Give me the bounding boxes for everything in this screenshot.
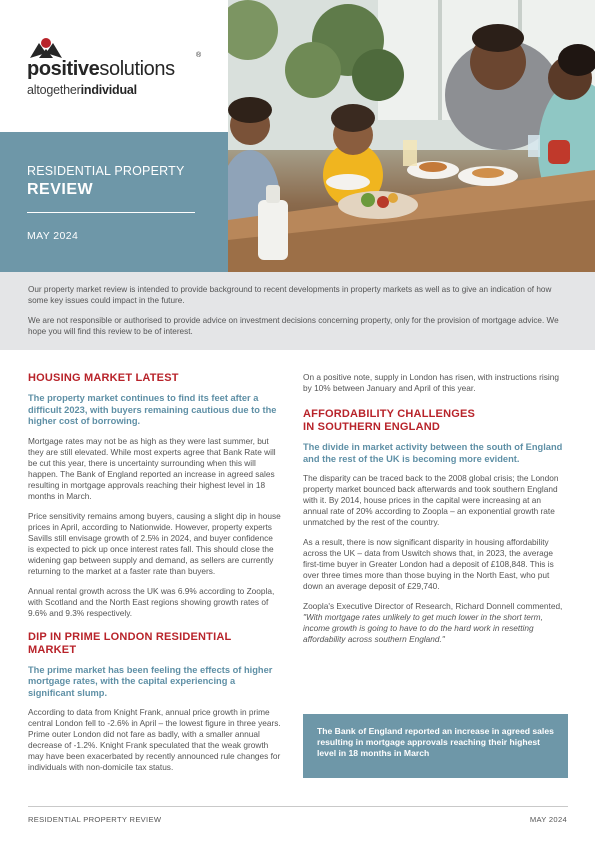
footer-divider	[28, 806, 568, 807]
section-lead: The divide in market activity between the south of England and the rest of the UK is becoming more evident.	[303, 442, 563, 464]
footer-publication-title: RESIDENTIAL PROPERTY REVIEW	[28, 815, 162, 824]
intro-paragraph-2: We are not responsible or authorised to provide advice on investment decisions concerning property, only for the provision of mortgage advice. We hope you will find this review to be of interest.	[28, 316, 559, 336]
section-heading: DIP IN PRIME LONDON RESIDENTIAL MARKET	[28, 630, 232, 656]
title-line-2: REVIEW	[27, 181, 94, 198]
intro-disclaimer	[0, 272, 595, 350]
body-paragraph: Price sensitivity remains among buyers, causing a slight dip in house prices in April, according to Nationwide. However, property experts Savills still envisage growth of 2.5% in 2024, and buyer confidence is expected to pick up once interest rates fall. This should close the widening gap between supply and demand, as sellers are currently returning to the market at a faster rate than buyers.	[28, 510, 281, 576]
body-paragraph: Mortgage rates may not be as high as they were last summer, but they are still elevated. While most experts agree that Bank Rate will be cut this year, there is uncertainty surrounding when this will happen. The Bank of England reported an increase in agreed sales resulting in mortgage approvals reaching their highest level in 18 months in March.	[28, 435, 276, 501]
footer-date: MAY 2024	[529, 815, 567, 824]
section-affordability	[303, 408, 568, 645]
body-paragraph: As a result, there is now significant disparity in housing affordability across the UK – data from Uswitch shows that, in 2023, the average first-time buyer in Greater London had a deposit of £108,848. This is over three times more than those buying in the North East, who put down an average deposit of £29,740.	[303, 537, 554, 591]
title-line-1: RESIDENTIAL PROPERTY	[27, 164, 185, 178]
family-dining-photo	[228, 0, 595, 272]
intro-paragraph-1: Our property market review is intended to provide background to recent developments in property markets as well as to give an indication of how some key issues could impact in the future.	[28, 285, 552, 305]
logo-tagline: altogetherindividual	[27, 83, 137, 97]
body-paragraph: Annual rental growth across the UK was 6.9% according to Zoopla, with Scotland and the North East regions showing growth rates of 9.6% and 9.3% respectively.	[28, 585, 275, 618]
body-paragraph: On a positive note, supply in London has risen, with instructions rising by 10% between January and April of this year.	[303, 372, 559, 393]
issue-date: MAY 2024	[27, 230, 79, 242]
body-paragraph: The disparity can be traced back to the 2008 global crisis; the London property market bounced back afterwards and took southern England with it. By 2014, house prices in the capital were increasing at an annual rate of 20% according to Zoopla – an exponential growth rate unmatched by the rest of the country.	[303, 473, 559, 527]
section-housing-market	[28, 372, 281, 619]
pull-quote-callout: The Bank of England reported an increase in agreed sales resulting in mortgage approvals reaching their highest level in 18 months in March	[303, 714, 568, 778]
section-lead: The property market continues to find its feet after a difficult 2023, with buyers remaining cautious due to the higher cost of borrowing.	[28, 393, 277, 426]
right-column	[303, 372, 568, 654]
left-column	[28, 372, 281, 782]
section-prime-london	[28, 631, 281, 774]
title-panel	[0, 132, 228, 272]
quote-paragraph: Zoopla's Executive Director of Research, Richard Donnell commented, "With mortgage rates unlikely to get much lower in the short term, income growth is going to have to do the hard work in resetting affordability across southern England."	[303, 601, 563, 644]
section-heading: HOUSING MARKET LATEST	[28, 372, 179, 384]
registered-mark: ®	[196, 52, 202, 59]
section-heading: AFFORDABILITY CHALLENGES IN SOUTHERN ENGLAND	[303, 408, 476, 433]
logo-mark-icon	[27, 37, 65, 59]
title-divider	[27, 212, 195, 213]
section-lead: The prime market has been feeling the effects of higher mortgage rates, with the capital experiencing a significant slump.	[28, 664, 273, 698]
cover-header	[0, 0, 595, 272]
logo-wordmark: positivesolutions	[27, 58, 175, 80]
brand-logo	[0, 0, 228, 132]
body-paragraph: According to data from Knight Frank, annual price growth in prime central London fell to -2.6% in April – the lowest figure in three years. Prime outer London did not fare as badly, with a smaller annual decrease of -1.2%. Knight Frank speculated that the weak growth may have been exacerbated by recently announced rule changes for individuals with non-domicile tax status.	[28, 707, 281, 772]
